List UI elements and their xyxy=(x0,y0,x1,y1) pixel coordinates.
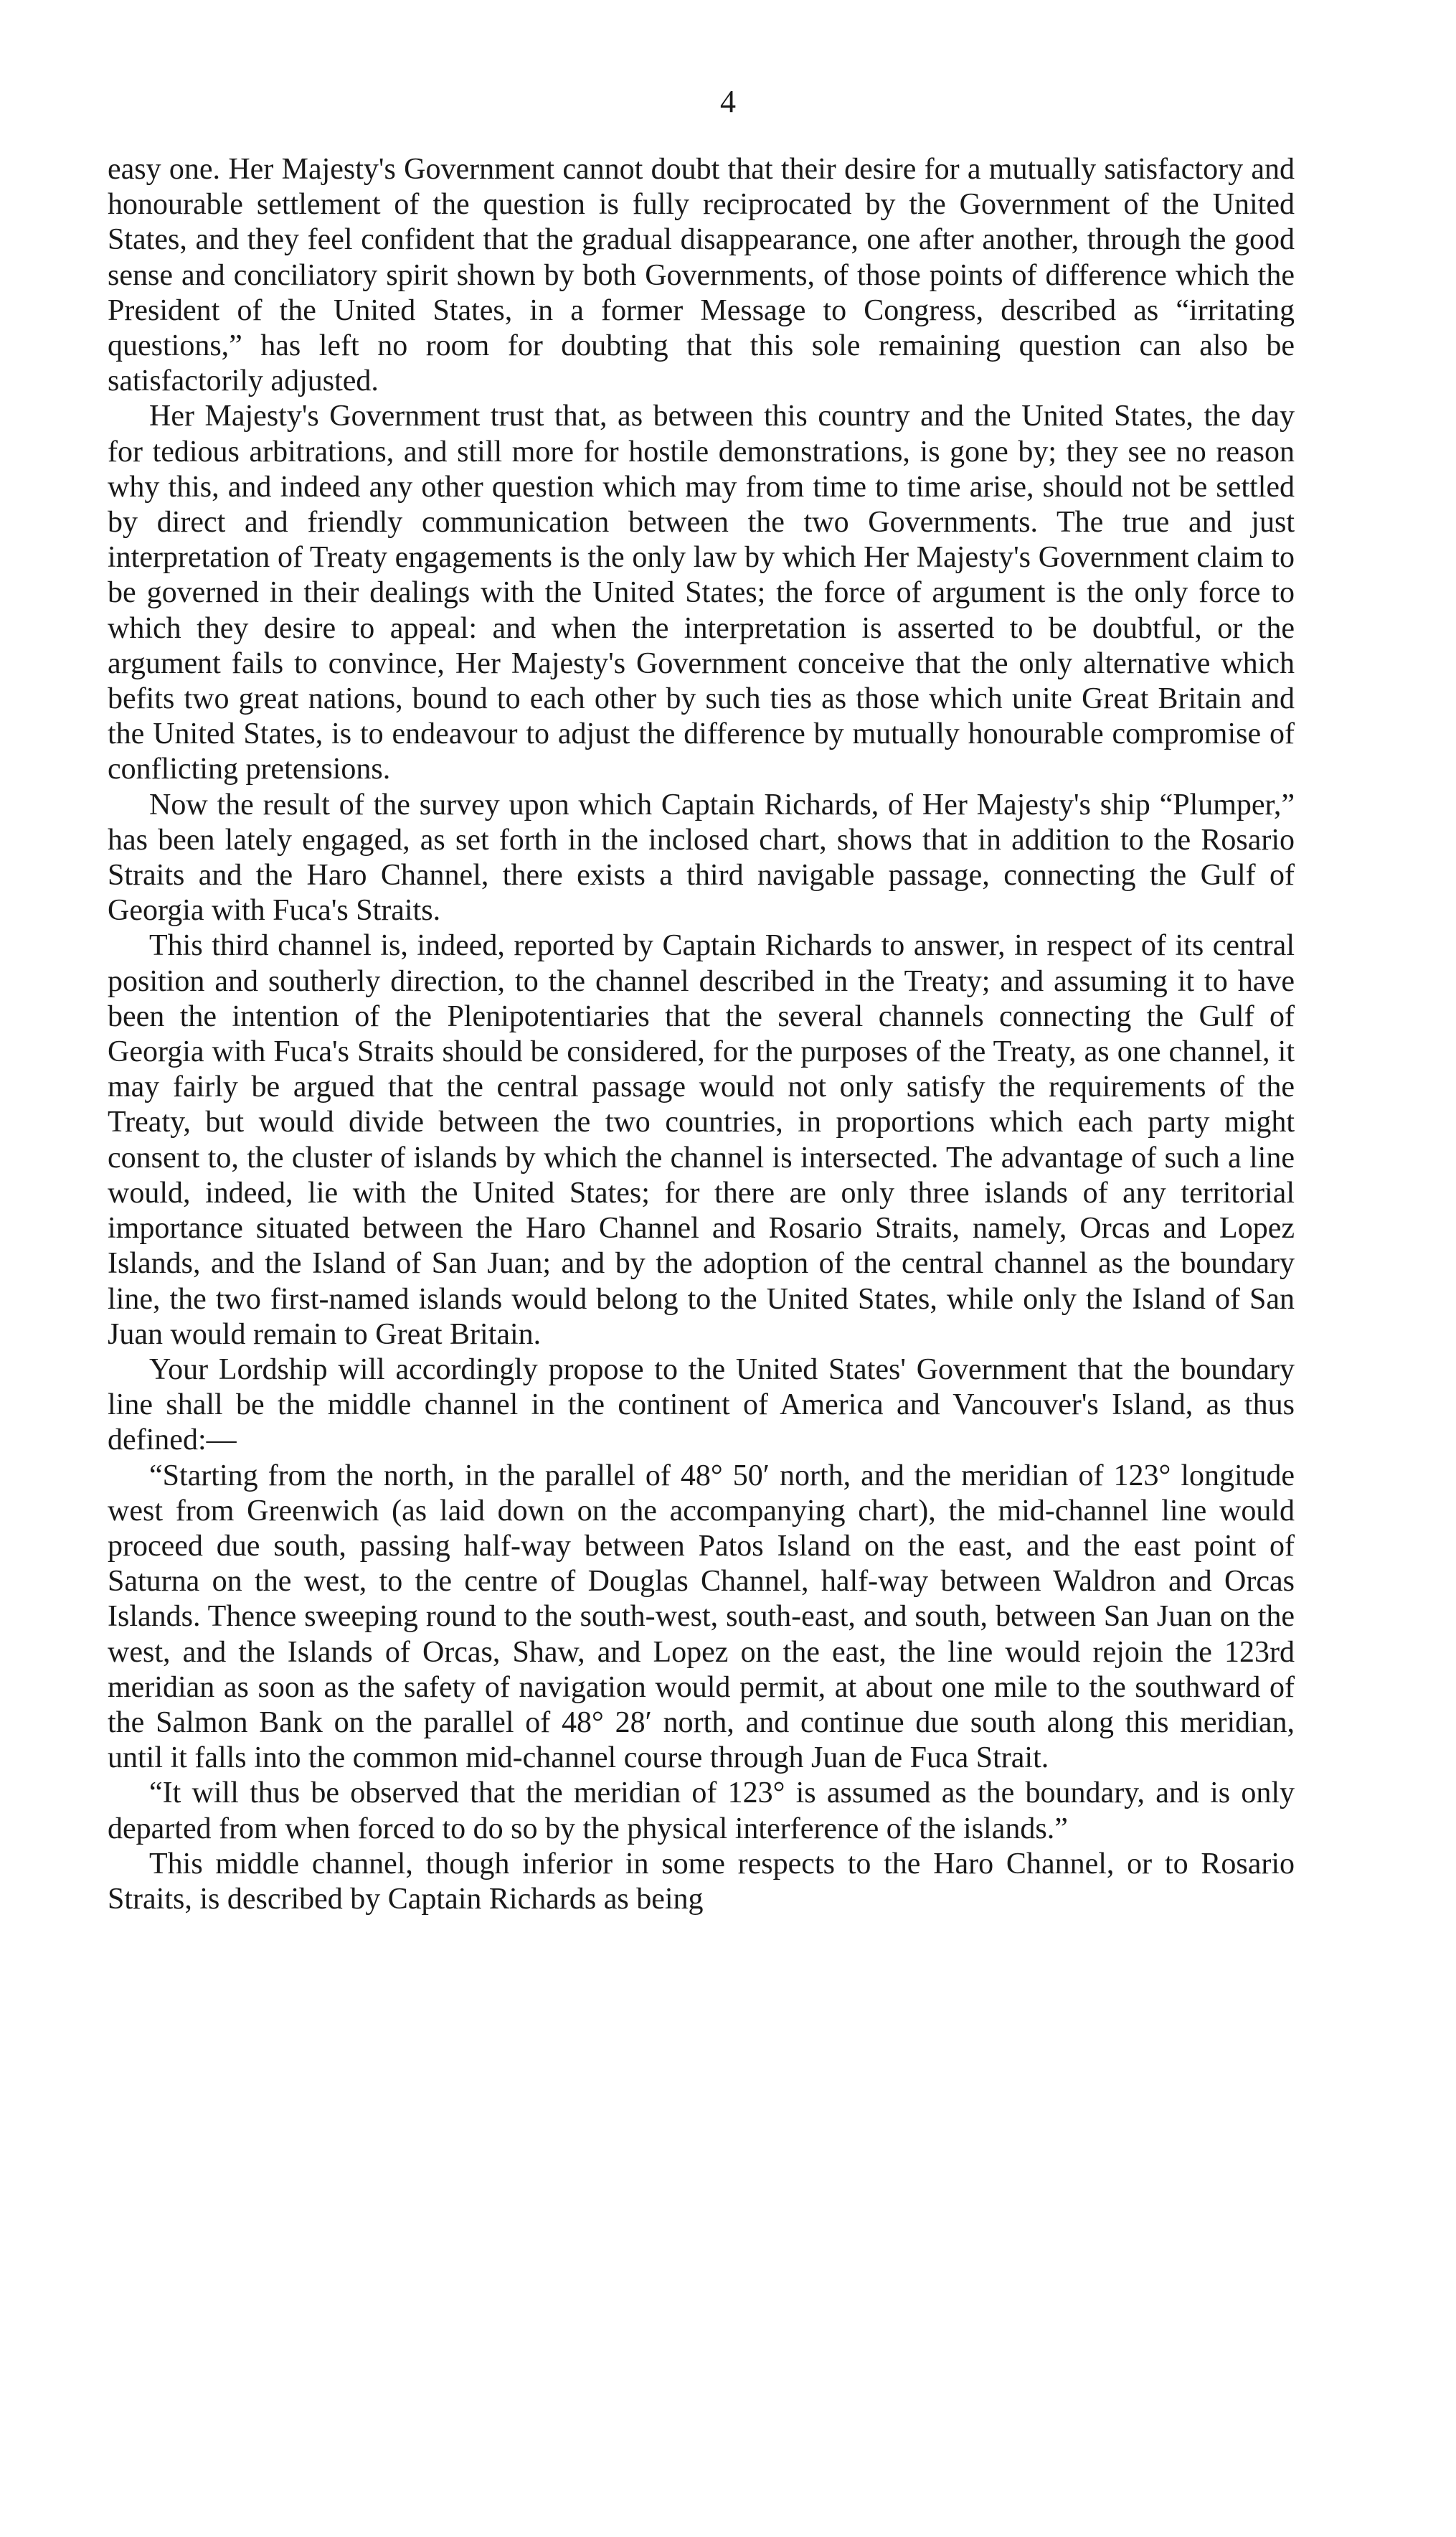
paragraph-survey-result: Now the result of the survey upon which Captain Richards, of Her Majesty's ship “Plumper,” has been lately engaged, as set forth in the inclosed chart, shows that in addition to the Rosario Straits and the Haro Channel, there exists a third navigable passage, connecting the Gulf of Georgia with Fuca's Straits. xyxy=(108,788,1295,928)
paragraph-boundary-definition: “Starting from the north, in the parallel of 48° 50′ north, and the meridian of 123° longitude west from Greenwich (as laid down on the accompanying chart), the mid-channel line would proceed due south, passing half-way between Patos Island on the east, and the east point of Saturna on the west, to the centre of Douglas Channel, half-way between Waldron and Orcas Islands. Thence sweeping round to the south-west, south-east, and south, between San Juan on the west, and the Islands of Orcas, Shaw, and Lopez on the east, the line would rejoin the 123rd meridian as soon as the safety of navigation would permit, at about one mile to the southward of the Salmon Bank on the parallel of 48° 28′ north, and continue due south along this meridian, until it falls into the common mid-channel course through Juan de Fuca Strait. xyxy=(108,1459,1295,1775)
document-body xyxy=(108,152,1295,1917)
paragraph-continuation: easy one. Her Majesty's Government cannot doubt that their desire for a mutually satisfactory and honourable settlement of the question is fully reciprocated by the Government of the United States, and they feel confident that the gradual disappearance, one after another, through the good sense and conciliatory spirit shown by both Governments, of those points of difference which the President of the United States, in a former Message to Congress, described as “irritating questions,” has left no room for doubting that this sole remaining question can also be satisfactorily adjusted. xyxy=(108,153,1295,398)
paragraph-middle-channel: This middle channel, though inferior in some respects to the Haro Channel, or to Rosario Straits, is described by Captain Richards as being xyxy=(108,1847,1295,1916)
page-number: 4 xyxy=(720,84,736,119)
paragraph-proposal: Your Lordship will accordingly propose to the United States' Government that the boundary line shall be the middle channel in the continent of America and Vancouver's Island, as thus defined:— xyxy=(108,1352,1295,1457)
paragraph-third-channel: This third channel is, indeed, reported by Captain Richards to answer, in respect of its central position and southerly direction, to the channel described in the Treaty; and assuming it to have been the intention of the Plenipotentiaries that the several channels connecting the Gulf of Georgia with Fuca's Straits should be considered, for the purposes of the Treaty, as one channel, it may fairly be argued that the central passage would not only satisfy the requirements of the Treaty, but would divide between the two countries, in proportions which each party might consent to, the cluster of islands by which the channel is intersected. The advantage of such a line would, indeed, lie with the United States; for there are only three islands of any territorial importance situated between the Haro Channel and Rosario Straits, namely, Orcas and Lopez Islands, and the Island of San Juan; and by the adoption of the central channel as the boundary line, the two first-named islands would belong to the United States, while only the Island of San Juan would remain to Great Britain. xyxy=(108,929,1295,1351)
paragraph-meridian-note: “It will thus be observed that the meridian of 123° is assumed as the boundary, and is only departed from when forced to do so by the physical interference of the islands.” xyxy=(108,1776,1295,1845)
paragraph-arbitration: Her Majesty's Government trust that, as between this country and the United States, the day for tedious arbitrations, and still more for hostile demonstrations, is gone by; they see no reason why this, and indeed any other question which may from time to time arise, should not be settled by direct and friendly communication between the two Governments. The true and just interpretation of Treaty engagements is the only law by which Her Majesty's Government claim to be governed in their dealings with the United States; the force of argument is the only force to which they desire to appeal: and when the interpretation is asserted to be doubtful, or the argument fails to convince, Her Majesty's Government conceive that the only alternative which befits two great nations, bound to each other by such ties as those which unite Great Britain and the United States, is to endeavour to adjust the difference by mutually honourable compromise of conflicting pretensions. xyxy=(108,400,1295,786)
